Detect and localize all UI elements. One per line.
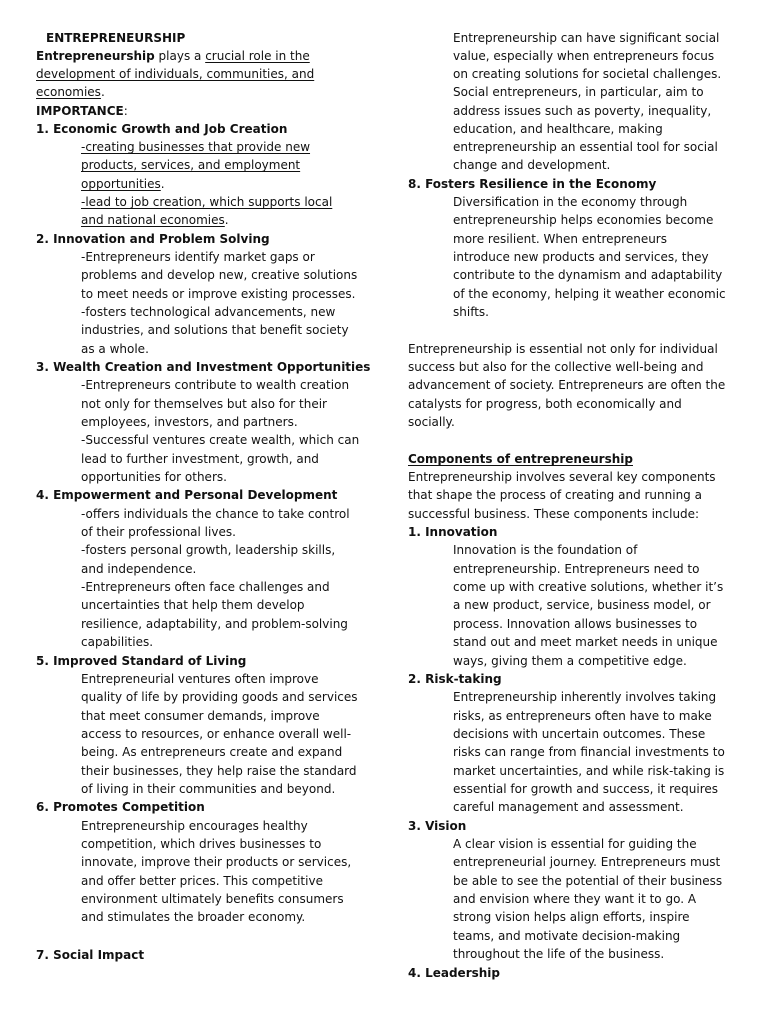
text-run: entrepreneurship. Entrepreneurs need to	[453, 562, 700, 576]
text-line	[453, 798, 684, 816]
text-run: risks can range from financial investments to	[453, 745, 725, 759]
section-heading	[36, 652, 246, 670]
underlined-text: economies	[36, 85, 101, 99]
text-run: of living in their communities and beyond.	[81, 782, 336, 796]
text-run: access to resources, or enhance overall well-	[81, 727, 352, 741]
text-run: .	[100, 85, 105, 99]
text-line	[81, 468, 227, 486]
text-line	[453, 248, 709, 266]
text-line	[81, 835, 321, 853]
text-line	[453, 230, 667, 248]
text-line	[453, 835, 697, 853]
text-line	[453, 725, 705, 743]
text-line	[81, 450, 319, 468]
text-run: and offer better prices. This competitive	[81, 874, 323, 888]
bold-text: 7. Social Impact	[36, 948, 145, 962]
text-line	[453, 102, 711, 120]
text-line	[453, 927, 680, 945]
text-run: -Entrepreneurs often face challenges and	[81, 580, 330, 594]
text-run: environment ultimately benefits consumers	[81, 892, 344, 906]
underlined-text: crucial role in the	[205, 49, 310, 63]
text-line	[408, 413, 455, 431]
text-line	[36, 47, 310, 65]
text-run: Entrepreneurship encourages healthy	[81, 819, 308, 833]
text-line	[81, 872, 323, 890]
text-run: socially.	[408, 415, 455, 429]
section-heading	[36, 486, 337, 504]
text-line	[408, 395, 682, 413]
bold-text: 2. Innovation and Problem Solving	[36, 232, 270, 246]
text-run: catalysts for progress, both economically and	[408, 397, 682, 411]
text-run: of their professional lives.	[81, 525, 236, 539]
text-run: strong vision helps align efforts, inspire	[453, 910, 690, 924]
text-run: that shape the process of creating and running a	[408, 488, 702, 502]
text-run: Entrepreneurship can have significant social	[453, 31, 720, 45]
text-run: uncertainties that help them develop	[81, 598, 305, 612]
text-run: be able to see the potential of their business	[453, 874, 723, 888]
text-line	[81, 578, 330, 596]
text-line	[81, 523, 236, 541]
section-heading	[408, 523, 497, 541]
underlined-text: development of individuals, communities, and	[36, 67, 315, 81]
text-run: opportunities for others.	[81, 470, 227, 484]
text-run: education, and healthcare, making	[453, 122, 663, 136]
text-line	[81, 780, 335, 798]
bold-text: IMPORTANCE	[36, 104, 124, 118]
text-line	[81, 817, 308, 835]
text-run: capabilities.	[81, 635, 154, 649]
text-run: essential for growth and success, it requires	[453, 782, 719, 796]
text-run: that meet consumer demands, improve	[81, 709, 320, 723]
text-line	[81, 633, 153, 651]
text-run: come up with creative solutions, whether it’s	[453, 580, 724, 594]
text-line	[453, 65, 721, 83]
text-run: not only for themselves but also for their	[81, 397, 327, 411]
text-run: success but also for the collective well-being and	[408, 360, 704, 374]
section-heading	[408, 670, 502, 688]
text-run: Entrepreneurship inherently involves taking	[453, 690, 717, 704]
text-line	[81, 560, 196, 578]
bold-text: 6. Promotes Competition	[36, 800, 205, 814]
text-line	[81, 340, 149, 358]
text-line	[453, 29, 719, 47]
text-line	[453, 47, 714, 65]
text-line	[81, 596, 305, 614]
text-line	[453, 945, 664, 963]
text-line	[81, 413, 298, 431]
text-run: -Entrepreneurs identify market gaps or	[81, 250, 315, 264]
underlined-text: -lead to job creation, which supports local	[81, 195, 333, 209]
text-line	[453, 285, 726, 303]
text-run: quality of life by providing goods and services	[81, 690, 358, 704]
text-line	[453, 266, 722, 284]
text-run: entrepreneurship an essential tool for social	[453, 140, 718, 154]
text-line	[408, 450, 633, 468]
text-line	[46, 29, 185, 47]
text-line	[453, 615, 697, 633]
text-run: throughout the life of the business.	[453, 947, 665, 961]
text-line	[453, 560, 699, 578]
text-run: Innovation is the foundation of	[453, 543, 638, 557]
text-line	[453, 743, 725, 761]
text-line	[81, 725, 351, 743]
text-run: stand out and meet market needs in unique	[453, 635, 718, 649]
underlined-text: opportunities	[81, 177, 161, 191]
text-run: competition, which drives businesses to	[81, 837, 322, 851]
text-run: -fosters personal growth, leadership skills,	[81, 543, 336, 557]
text-line	[81, 285, 355, 303]
bold-text: Entrepreneurship	[36, 49, 155, 63]
section-heading	[36, 120, 287, 138]
section-heading	[408, 817, 466, 835]
text-line	[408, 468, 716, 486]
bold-text: 8. Fosters Resilience in the Economy	[408, 177, 657, 191]
section-heading	[36, 358, 370, 376]
text-run: being. As entrepreneurs create and expand	[81, 745, 343, 759]
text-line	[453, 707, 712, 725]
text-line	[81, 890, 344, 908]
text-run: to meet needs or improve existing processes.	[81, 287, 356, 301]
text-run: problems and develop new, creative solutions	[81, 268, 358, 282]
text-run: a new product, service, business model, or	[453, 598, 711, 612]
underlined-text: products, services, and employment	[81, 158, 301, 172]
text-line	[453, 211, 713, 229]
text-run: and independence.	[81, 562, 197, 576]
text-line	[408, 505, 699, 523]
text-line	[81, 670, 319, 688]
text-run: change and development.	[453, 158, 611, 172]
text-run: as a whole.	[81, 342, 149, 356]
section-heading	[36, 230, 270, 248]
text-run: -Entrepreneurs contribute to wealth creation	[81, 378, 350, 392]
bold-text: 4. Leadership	[408, 966, 501, 980]
text-line	[81, 908, 305, 926]
text-run: careful management and assessment.	[453, 800, 684, 814]
text-line	[453, 908, 690, 926]
text-run: on creating solutions for societal challenges.	[453, 67, 722, 81]
text-run: Entrepreneurship is essential not only for individual	[408, 342, 718, 356]
text-line	[81, 762, 357, 780]
text-run: ways, giving them a competitive edge.	[453, 654, 687, 668]
text-run: shifts.	[453, 305, 489, 319]
text-run: and stimulates the broader economy.	[81, 910, 306, 924]
bold-text: 5. Improved Standard of Living	[36, 654, 247, 668]
text-line	[81, 138, 310, 156]
text-line	[81, 615, 348, 633]
text-line	[81, 211, 229, 229]
text-line	[81, 688, 358, 706]
text-line	[408, 358, 703, 376]
text-run: process. Innovation allows businesses to	[453, 617, 698, 631]
bold-text: 1. Economic Growth and Job Creation	[36, 122, 288, 136]
bold-text: 1. Innovation	[408, 525, 498, 539]
text-run: entrepreneurship helps economies become	[453, 213, 714, 227]
underlined-text: -creating businesses that provide new	[81, 140, 311, 154]
section-heading	[408, 964, 500, 982]
text-line	[81, 303, 335, 321]
text-line	[408, 340, 718, 358]
text-run: :	[123, 104, 128, 118]
text-run: A clear vision is essential for guiding the	[453, 837, 697, 851]
bold-text: 2. Risk-taking	[408, 672, 502, 686]
text-line	[81, 541, 335, 559]
underlined-text: and national economies	[81, 213, 225, 227]
text-run: .	[224, 213, 229, 227]
text-line	[453, 872, 722, 890]
text-line	[453, 578, 723, 596]
text-line	[81, 395, 327, 413]
text-run: of the economy, helping it weather economic	[453, 287, 726, 301]
text-line	[453, 890, 696, 908]
text-line	[453, 780, 718, 798]
text-run: plays a	[154, 49, 206, 63]
bold-text: 3. Wealth Creation and Investment Opportunities	[36, 360, 371, 374]
text-run: Social entrepreneurs, in particular, aim to	[453, 85, 704, 99]
text-line	[453, 762, 724, 780]
text-run: industries, and solutions that benefit society	[81, 323, 349, 337]
text-run: more resilient. When entrepreneurs	[453, 232, 667, 246]
text-line	[453, 120, 663, 138]
text-run: .	[160, 177, 165, 191]
text-line	[453, 541, 637, 559]
text-run: and envision where they want it to go. A	[453, 892, 697, 906]
text-line	[453, 596, 711, 614]
text-run: -offers individuals the chance to take control	[81, 507, 350, 521]
text-run: resilience, adaptability, and problem-solving	[81, 617, 348, 631]
text-line	[453, 138, 718, 156]
text-line	[81, 266, 357, 284]
text-run: successful business. These components include:	[408, 507, 700, 521]
text-line	[81, 321, 349, 339]
text-line	[81, 431, 359, 449]
text-run: Entrepreneurial ventures often improve	[81, 672, 319, 686]
text-run: employees, investors, and partners.	[81, 415, 298, 429]
bold-text: ENTREPRENEURSHIP	[46, 31, 186, 45]
text-line	[81, 376, 349, 394]
text-line	[453, 193, 687, 211]
text-line	[408, 376, 725, 394]
text-line	[453, 853, 720, 871]
text-run: advancement of society. Entrepreneurs are often the	[408, 378, 726, 392]
text-run: entrepreneurial journey. Entrepreneurs must	[453, 855, 721, 869]
text-line	[81, 853, 351, 871]
section-heading	[36, 946, 144, 964]
section-heading	[408, 175, 656, 193]
text-run: lead to further investment, growth, and	[81, 452, 319, 466]
text-line	[81, 175, 165, 193]
text-line	[36, 102, 128, 120]
text-line	[81, 193, 332, 211]
text-line	[408, 486, 702, 504]
text-line	[81, 743, 342, 761]
text-line	[453, 688, 716, 706]
text-run: market uncertainties, and while risk-taking is	[453, 764, 725, 778]
text-line	[81, 156, 300, 174]
text-run: value, especially when entrepreneurs focus	[453, 49, 715, 63]
text-line	[453, 652, 687, 670]
text-run: -fosters technological advancements, new	[81, 305, 336, 319]
text-run: decisions with uncertain outcomes. These	[453, 727, 706, 741]
text-line	[453, 83, 704, 101]
text-line	[81, 505, 350, 523]
text-run: Entrepreneurship involves several key components	[408, 470, 716, 484]
text-run: their businesses, they help raise the standard	[81, 764, 357, 778]
text-line	[81, 248, 315, 266]
text-line	[81, 707, 320, 725]
text-run: innovate, improve their products or services,	[81, 855, 352, 869]
text-run: teams, and motivate decision-making	[453, 929, 681, 943]
text-run: -Successful ventures create wealth, which can	[81, 433, 360, 447]
text-run: address issues such as poverty, inequality,	[453, 104, 712, 118]
text-line	[453, 633, 718, 651]
text-line	[36, 65, 314, 83]
text-run: Diversification in the economy through	[453, 195, 688, 209]
underlined-text: Components of entrepreneurship	[408, 452, 633, 466]
section-heading	[36, 798, 205, 816]
bold-text: 4. Empowerment and Personal Development	[36, 488, 338, 502]
bold-text: 3. Vision	[408, 819, 467, 833]
text-line	[453, 303, 489, 321]
text-run: introduce new products and services, they	[453, 250, 709, 264]
text-line	[36, 83, 105, 101]
text-line	[453, 156, 610, 174]
text-run: contribute to the dynamism and adaptability	[453, 268, 723, 282]
text-run: risks, as entrepreneurs often have to make	[453, 709, 712, 723]
